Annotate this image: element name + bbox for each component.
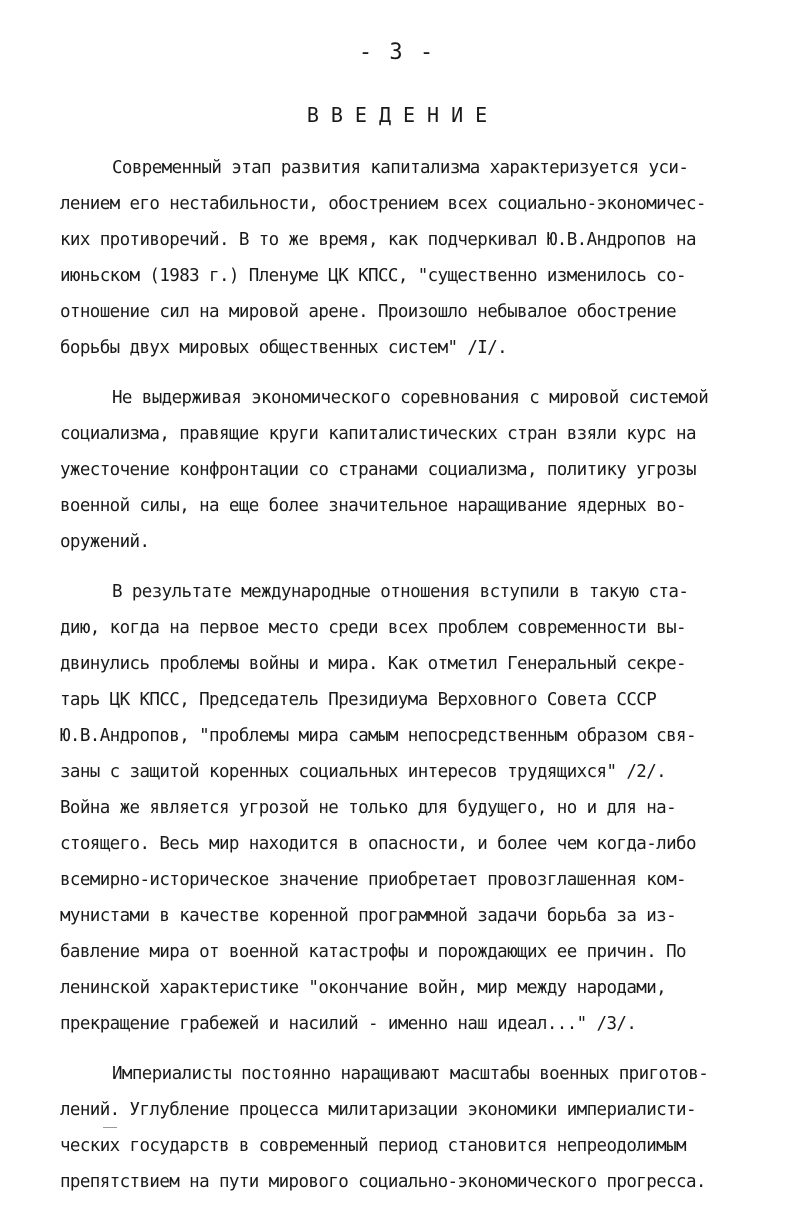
page-title: ВВЕДЕНИЕ: [306, 103, 500, 127]
paragraph-1: [60, 150, 760, 366]
body-text: [60, 150, 760, 1200]
text-line: ленинской характеристике "окончание войн, мир между народами,: [60, 978, 667, 998]
text-line: Современный этап развития капитализма характеризуется уси-: [112, 158, 689, 178]
text-line: борьбы двух мировых общественных систем" /I/.: [60, 338, 508, 358]
text-line: В результате международные отношения вступили в такую ста-: [112, 582, 689, 602]
text-line: всемирно-историческое значение приобретает провозглашенная ком-: [60, 870, 686, 890]
text-line: мунистами в качестве коренной программной задачи борьба за из-: [60, 906, 677, 926]
text-line: ческих государств в современный период становится непреодолимым: [60, 1136, 686, 1156]
text-line: прекращение грабежей и насилий - именно наш идеал..." /3/.: [60, 1014, 637, 1034]
text-line: социализма, правящие круги капиталистических стран взяли курс на: [60, 424, 696, 444]
text-line: Империалисты постоянно наращивают масштабы военных приготов-: [112, 1064, 709, 1084]
page-number: - 3 -: [358, 40, 436, 65]
text-line: бавление мира от военной катастрофы и порождающих ее причин. По: [60, 942, 686, 962]
text-line: стоящего. Весь мир находится в опасности, и более чем когда-либо: [60, 834, 696, 854]
text-line: июньском (1983 г.) Пленуме ЦК КПСС, "существенно изменилось со-: [60, 266, 686, 286]
paragraph-2: [60, 380, 760, 560]
text-line: лением его нестабильности, обострением всех социально-экономичес-: [60, 194, 706, 214]
text-line: оружений.: [60, 532, 150, 552]
text-line: препятствием на пути мирового социально-экономического прогресса.: [60, 1172, 706, 1192]
text-line: дию, когда на первое место среди всех проблем современности вы-: [60, 618, 686, 638]
text-line: двинулись проблемы войны и мира. Как отметил Генеральный секре-: [60, 654, 686, 674]
text-line: лений. Углубление процесса милитаризации экономики империалисти-: [60, 1100, 696, 1120]
stray-mark: [103, 1127, 117, 1128]
paragraph-3: [60, 574, 760, 1042]
text-line: Ю.В.Андропов, "проблемы мира самым непосредственным образом свя-: [60, 726, 696, 746]
text-line: Война же является угрозой не только для будущего, но и для на-: [60, 798, 677, 818]
text-line: ких противоречий. В то же время, как подчеркивал Ю.В.Андропов на: [60, 230, 696, 250]
text-line: заны с защитой коренных социальных интересов трудящихся" /2/.: [60, 762, 667, 782]
text-line: военной силы, на еще более значительное наращивание ядерных во-: [60, 496, 686, 516]
paragraph-4: [60, 1056, 760, 1200]
text-line: отношение сил на мировой арене. Произошло небывалое обострение: [60, 302, 677, 322]
text-line: Не выдерживая экономического соревнования с мировой системой: [112, 388, 709, 408]
text-line: тарь ЦК КПСС, Председатель Президиума Верховного Совета СССР: [60, 690, 657, 710]
text-line: ужесточение конфронтации со странами социализма, политику угрозы: [60, 460, 696, 480]
